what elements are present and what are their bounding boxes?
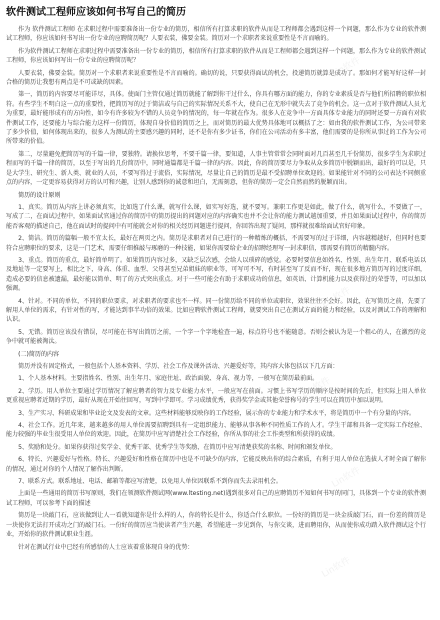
paragraph: 作为软件测试工程师在求职过程中需要准备出一份专业的简历，相信所有打算求职的软件从而是工程师都会遇到这样一个问题，那么作为专业的软件测试工程师，你应该如何写出一份专业的应聘简历呢？: [6, 47, 426, 65]
section-heading: 简历的设计原则: [18, 191, 61, 199]
document-body: [6, 25, 426, 555]
document-title: 软件测试工程师应该如何书写自己的简历: [6, 7, 186, 18]
paragraph: 简历并没有固定格式，一般包括个人基本资料、学历、社会工作及课外活动、兴趣爱好等，其内容大体包括以下几方面：: [18, 363, 339, 370]
paragraph: 简历是一块敲门石，应该做到让人一看就知道你是什么样的人，你的特长是什么，你适合什么职位。一份好的简历是一块金质敲门石，而一份差的简历是一块使你无法打开成功之门的敲门石。一份好的简历应当使读者产生兴趣，希望能进一步见到你，与你交谈，进而聘用你，从而使你成功踏入软件测试这个行业，开始你的软件测试职业生涯。: [6, 512, 426, 539]
paragraph: 7、联系方式。联系地址、电话、邮箱等都应写清楚，以免用人单位因联系不到你而失去录用机会。: [18, 478, 282, 486]
section-heading: (二)简历的内容: [18, 350, 60, 358]
paragraph: 2、学历。用人单位主要通过学历情况了解应聘者的智力及专业能力水平，一般应写在前面。习惯上书写学历的顺序是按时间的先后，但实际上用人单位更重视应聘者近期的学历，最好从现在开始往回写，写到中学即可。学习成绩优秀，获得奖学金或其他荣誉称号的学生可以在简历中加以说明。: [6, 387, 426, 405]
watermark-text: Lin软件: [300, 375, 333, 400]
watermark-text: Lin软件: [300, 165, 333, 190]
paragraph: 2、简洁。简历的篇幅一般不宜太长，最好在两页之内。简历是求职者对自己进行的一种精炼的概括，不需要写的过于详细，内容越精越好，但同时也要符合应聘职位的要求，这是一门艺术，需要仔细推敲与琢磨的一种技能，如果你需要给企业的招聘经理写一封求职信，那需要有简历的精髓内容。: [6, 235, 426, 252]
paragraph: 3、生产实习、科研成果和毕业论文及发表的文章。这些材料能够反映你的工作经验，展示你的专业能力和学术水平，将是简历中一个有分量的内容。: [18, 409, 415, 417]
paragraph: 第二，尽量避免把简历写的千篇一律，要独特。请换位思考，不要千篇一律，要知道，人事主管常常会同时面对几百甚至几千份简历，很多学生为求职过程而写的千篇一律的简历，以至于写出的几份简历中，同时通篇都是千篇一律的内容。因此，你的简历要尽力争取从众多简历中脱颖而出，最好的可以是，只是大学生、研究生、新人类、就业的人员，不要写得过于流俗，实际情况，尽量让自己的简历是最不受招聘单位欢迎的。如果能针对不同的公司表达不同侧重点的内容，一定更容易获得对方的认可和兴趣，让别人感到你的诚意和坦白，无需刻意，但你的简历一定会自然而然的脱颖而出。: [6, 150, 426, 187]
paragraph: 3、重点。简历的重点，最好简单明了。如果简历内容过多，又缺乏层次感，会给人以琐碎的感觉。必要时要信息如姓名、性别、出生年月、联系电话以及地址等一定要写上，相比之下，身高、体重、血型、父母甚至兄弟姐妹的职业等，可写可不写，有时甚至写了反而不好，现在很多地方简历写的过度详细，造成必要的信息被遗漏，最好能以简单、明了的方式突出重点。对于一些可能会有助于求职成功的信息，如英语、计算机能力以及获得过的荣誉等，可以加以强调。: [6, 256, 426, 293]
paragraph: 第一，简历的内容要尽可能详尽，具体。使面门主管仅通过简历就能了解到你干过什么，你具有哪方面的能力，你的专业素质是否与他们所招聘的职位相符。有些学生不明白这一点的重要性，把简历写的过于简洁或与自己的实际情况关系不大，使自己在无形中就失去了竞争的机会。这一点对于软件测试人员尤为重要，最好能形成有的方向性，如今有许多较为不错的人员竞争的情况的，每一年就在作为。很多人在竞争中一方面具体专业能力的同时还要一方面有对软件测试工作，还要能力与综合能力这样一份简历，体现自身价值的简历之上，而对简历的最大优势具体地可以概括了之：如由我的软件测试工作，为公司带来了多少价值，如何体现出来的，很多人为测试的主要感兴趣的同时，还不是你有多少证书，你们在公司活动有多丰富，他们需要的是你所从事过的工作为公司所带来的价值。: [6, 91, 426, 146]
paragraph: 针对在测试行业中已经有所感悟的人士应该着重体现自身的优势：: [18, 543, 194, 551]
paragraph: 1、真实。简历从内容上讲必须真实，比如选了什么课，就写什么课，如实写好选，就不要写。兼职工作更是如此，做了什么，就写什么，不要做了一，写成了二，在面试过程中，如果面试官通过你的简历中的简历提出的问题对应的内容确实也并不会让你的能力测试越加重要，并且如果面试过程中，你的简历能否客观的描述自己，他在面试时的提问中有可能就会对你的相关经历问题进行提问，你回答出现了疑问，那样就很难给面试官好印象。: [6, 203, 426, 230]
paragraph: 作为 软件测试工程师 在求职过程中需要准备出一份专业的简历，相信所有打算求职的软件从而是工程师都会遇到这样一个问题，那么作为专业的软件测试工程师，你应该如何书写出一份专业的应聘简历呢？人要衣装，佛要金装。简历对一个求职者来说重要性是不言而喻的。: [6, 26, 426, 43]
paragraph: 6、特长、兴趣爱好与性格。特长、兴趣爱好和性格在简历中也是不可缺少的内容，它能反映出你的综合素质，有利于用人单位在选拔人才时全面了解你的情况，通过对你的个人情况了解作出判断。: [6, 456, 426, 473]
paragraph: 4、社会工作。近几年来，越来越多的用人单位需要招聘到具有一定组织能力、能够从事各种不同性质工作的人才。学生干部和具备一定实际工作经验、能力较强的毕业生很受用人单位的欢迎。因此，在简历中应写清楚社会工作经验，你所从事的社会工作类型和所获得的成绩。: [6, 422, 426, 439]
watermark-text: Lin软件: [320, 285, 353, 310]
paragraph: 5、奖励和处分。如果你获得过奖学金、优秀干部、优秀学生等奖励，在简历中应写清楚获奖的名称、时间和颁发单位。: [18, 443, 337, 451]
paragraph: 4、针对。不同的单位，不同的职位要求，对求职者的要求也不一样。同一份简历给不同的单位或职位，效果往往不会好。因此，在写简历之前，先要了解用人单位的需求，有针对性的写，才能达到事半功倍的效果。比如应聘软件测试工程师，就要突出自己在测试方面的能力和经验，以及对测试工作的理解和认识。: [6, 297, 426, 324]
paragraph: 5、无错。简历应该没有错误，尽可能在书写出简历之前，一个字一个字地检查一遍，标点符号也不能随意。否则会被认为是一个粗心的人，在激烈的竞争中就可能被淘汰。: [6, 328, 426, 346]
paragraph: 上面是一些通用的简历书写原则，我们在领测软件测试网(www.ltesting.net)遇到很多对自己的应聘简历不知如何书写的同门，具体到一个专业的软件测试工程师，可以参考下面的描述: [6, 490, 426, 507]
watermark-text: Lin软件: [320, 555, 353, 580]
watermark-text: Lin软件: [330, 465, 363, 490]
watermark-text: Lin软件: [330, 55, 363, 80]
paragraph: 1、个人基本材料。主要指姓名、性别、出生年月、家庭住址、政治面貌、身高、视力等，一般写在简历最前面。: [18, 375, 319, 383]
paragraph: 人要衣装，佛要金装。简历对一个求职者来说重要性是不言而喻的。确切的说，只要获得面试的机会，投递简历就算是成功了。那如何才能写好这样一封合格的简历让我想有两点是不可或缺的因素。: [6, 69, 426, 87]
